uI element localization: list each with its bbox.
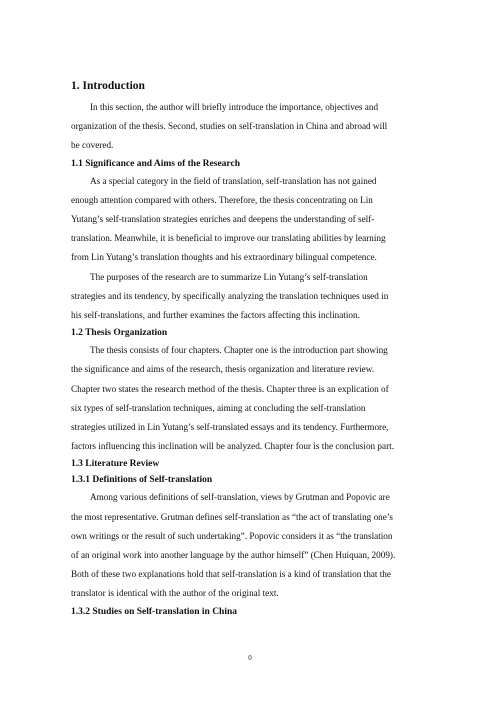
text-line: The thesis consists of four chapters. Chapter one is the introduction part showing xyxy=(90,345,388,356)
text-line: enough attention compared with others. Therefore, the thesis concentrating on Lin xyxy=(71,194,373,205)
paragraph-1-3-1 xyxy=(71,488,432,603)
text-line: strategies and its tendency, by specifically analyzing the translation techniques used in xyxy=(71,290,389,301)
text-line: translation. Meanwhile, it is beneficial to improve our translating abilities by learning xyxy=(71,233,386,244)
page-number: 0 xyxy=(248,654,252,662)
text-line: In this section, the author will briefly introduce the importance, objectives and xyxy=(90,102,379,112)
paragraph-1-2 xyxy=(71,341,432,456)
text-line: from Lin Yutang’s translation thoughts and his extraordinary bilingual competence. xyxy=(71,252,377,263)
text-line: factors influencing this inclination will be analyzed. Chapter four is the conclusion part. xyxy=(71,441,395,452)
paragraph-1-1-b xyxy=(71,268,432,326)
document-page xyxy=(71,78,432,620)
heading-1-2: 1.2 Thesis Organization xyxy=(71,328,168,339)
text-line: translator is identical with the author of the original text. xyxy=(71,588,279,599)
text-line: The purposes of the research are to summarize Lin Yutang’s self-translation xyxy=(90,271,368,282)
text-line: of an original work into another language by the author himself” (Chen Huiquan, 2009). xyxy=(71,550,396,561)
text-line: the significance and aims of the research, thesis organization and literature review. xyxy=(71,364,375,375)
section-title-introduction: 1. Introduction xyxy=(71,80,145,92)
text-line: six types of self-translation techniques, aiming at concluding the self-translation xyxy=(71,402,366,413)
text-line: the most representative. Grutman defines self-translation as “the act of translating one’s xyxy=(71,511,393,522)
text-line: Chapter two states the research method of the thesis. Chapter three is an explication of xyxy=(71,383,389,394)
text-line: organization of the thesis. Second, studies on self-translation in China and abroad will xyxy=(71,121,388,132)
heading-1-1: 1.1 Significance and Aims of the Research xyxy=(71,158,240,169)
text-line: his self-translations, and further examines the factors affecting this inclination. xyxy=(71,310,360,321)
heading-1-3-2: 1.3.2 Studies on Self-translation in China xyxy=(71,606,238,617)
paragraph-1-1-a xyxy=(71,172,432,268)
text-line: Among various definitions of self-translation, views by Grutman and Popovic are xyxy=(90,492,390,503)
text-line: Both of these two explanations hold that self-translation is a kind of translation that the xyxy=(71,569,391,580)
text-line: strategies utilized in Lin Yutang’s self-translated essays and its tendency. Furthermore, xyxy=(71,422,389,433)
intro-paragraph xyxy=(71,98,432,156)
text-line: own writings or the result of such undertaking”. Popovic considers it as “the translation xyxy=(71,530,393,541)
text-line: As a special category in the field of translation, self-translation has not gained xyxy=(90,175,377,186)
heading-1-3-1: 1.3.1 Definitions of Self-translation xyxy=(71,475,213,486)
text-line: be covered. xyxy=(71,140,114,151)
text-line: Yutang’s self-translation strategies enriches and deepens the understanding of self- xyxy=(71,214,375,225)
heading-1-3: 1.3 Literature Review xyxy=(71,459,160,470)
